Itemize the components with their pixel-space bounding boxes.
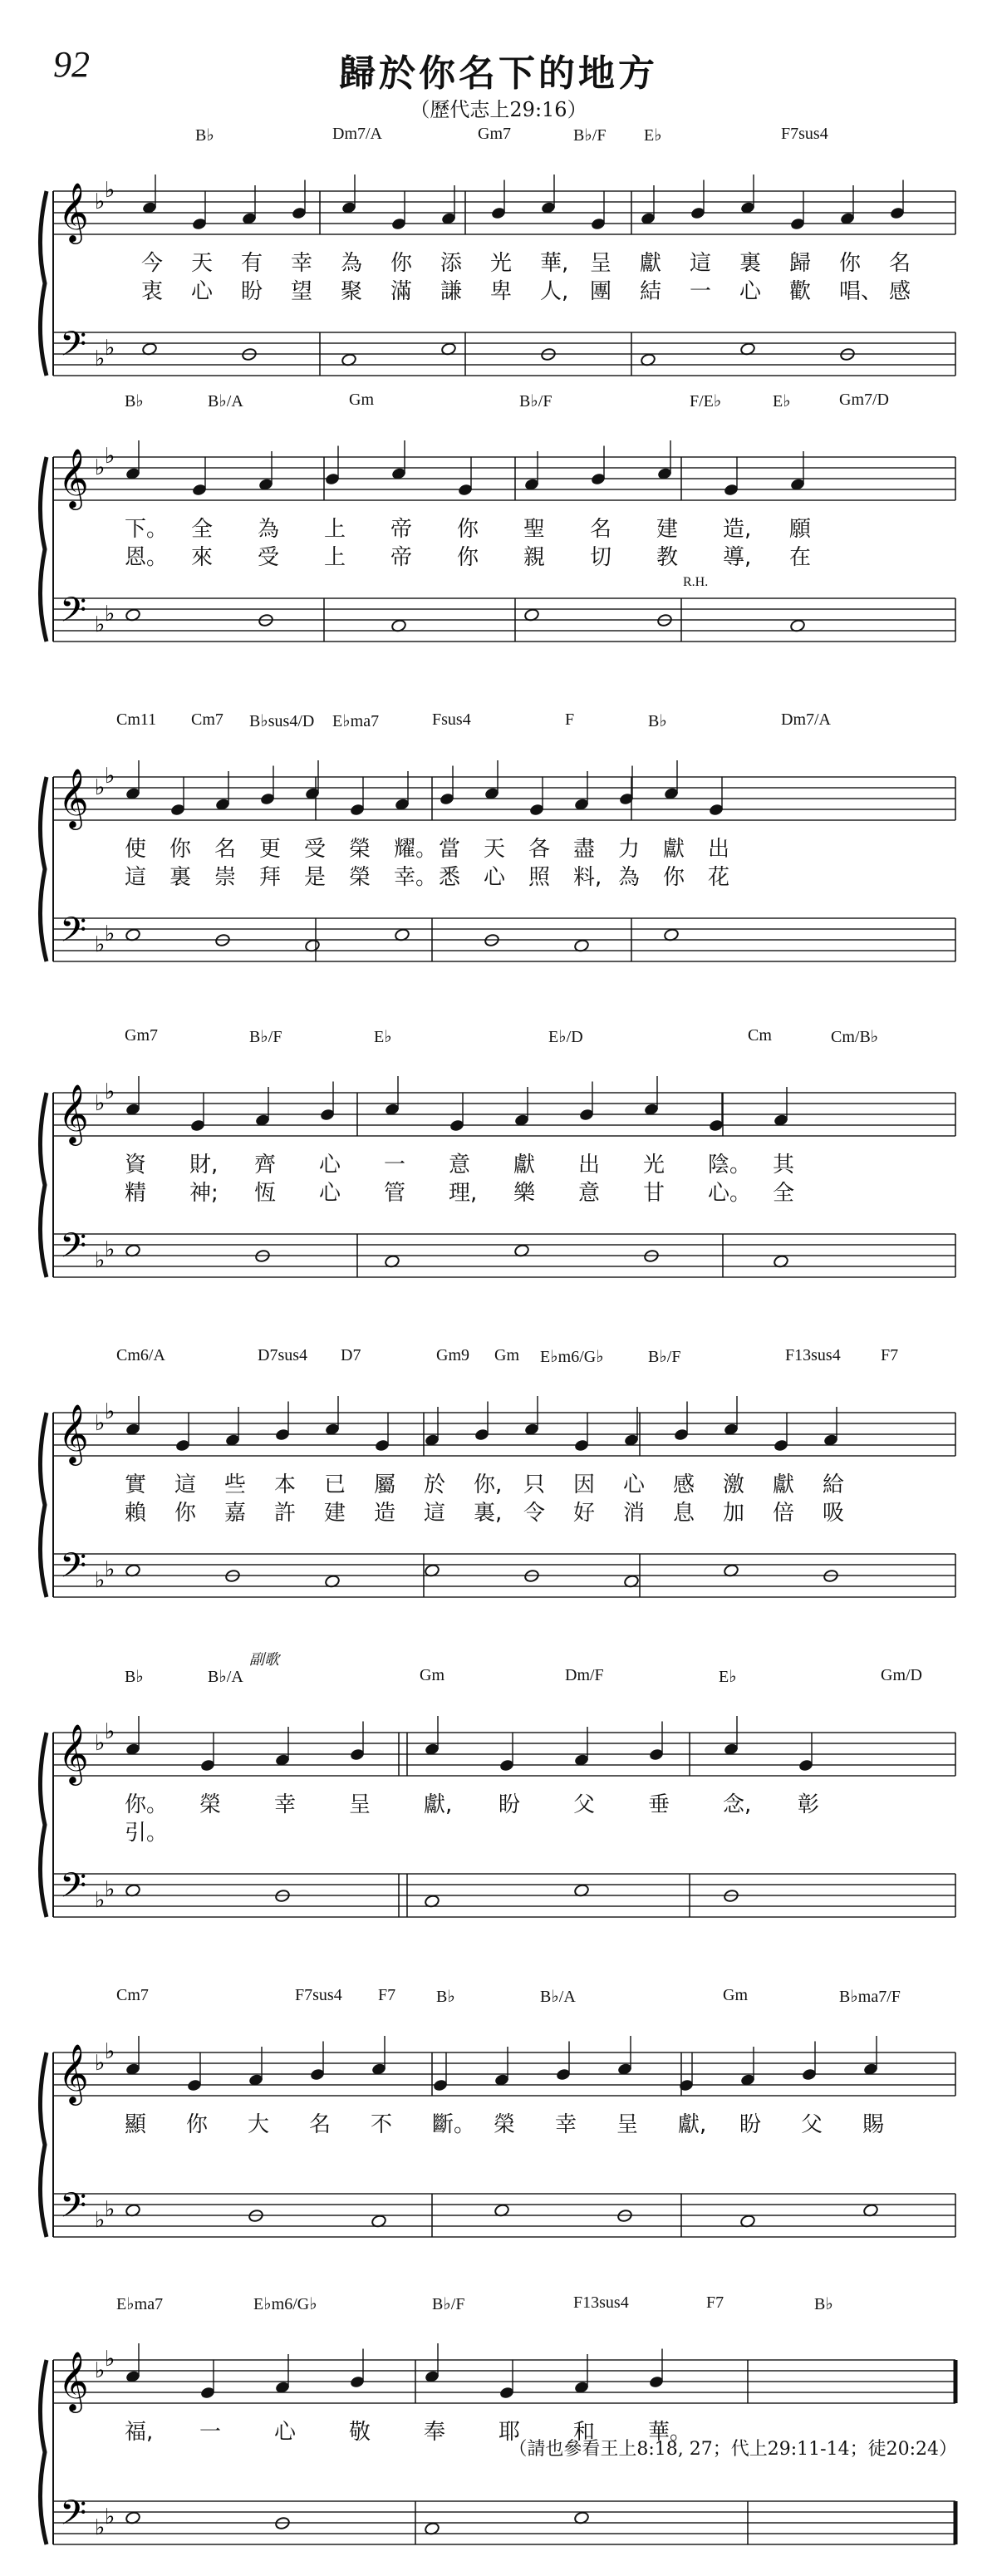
lyric-syllable-verse-1: 聖 <box>523 517 546 542</box>
lyric-syllable-verse-1: 其 <box>773 1153 795 1177</box>
lyric-syllable-verse-2: 榮 <box>349 865 371 890</box>
lyric-syllable-verse-1: 全 <box>191 517 214 542</box>
lyric-syllable-verse-1: 獻 <box>640 251 662 276</box>
chord-symbol: Dm7/A <box>781 710 831 729</box>
lyric-syllable-verse-2: 消 <box>623 1501 646 1526</box>
lyric-syllable-verse-1: 幸 <box>274 1792 297 1817</box>
lyric-syllable-verse-1: 各 <box>528 837 551 862</box>
lyric-syllable-verse-2: 你 <box>174 1501 197 1526</box>
lyric-syllable-verse-2: 心 <box>191 279 214 304</box>
lyric-syllable-verse-1: 屬 <box>374 1472 396 1497</box>
lyric-syllable-verse-1: 添 <box>440 251 463 276</box>
lyric-syllable-verse-2: 幸。 <box>394 865 438 890</box>
brace <box>40 1093 47 1277</box>
lyric-syllable-verse-2: 許 <box>274 1501 297 1526</box>
lyric-syllable-verse-1: 歸 <box>789 251 812 276</box>
chord-symbol: B♭ <box>648 712 667 730</box>
lyric-syllable-verse-2: 照 <box>528 865 551 890</box>
lyric-syllable-verse-1: 陰。 <box>708 1153 752 1177</box>
chord-symbol: E♭ma7 <box>116 2295 164 2313</box>
chord-symbol: Cm <box>748 1026 772 1045</box>
lyric-syllable-verse-1: 當 <box>439 837 461 862</box>
chord-symbol: Gm <box>420 1666 444 1684</box>
lyric-syllable-verse-2: 你 <box>663 865 685 890</box>
chord-symbol: Dm/F <box>565 1666 604 1684</box>
lyric-syllable-verse-2: 息 <box>673 1501 695 1526</box>
lyric-syllable-verse-2: 精 <box>125 1181 147 1206</box>
chord-symbol: Cm6/A <box>116 1346 165 1364</box>
key-flat-icon: ♭ <box>95 932 106 957</box>
lyric-syllable-verse-2: 心 <box>484 865 506 890</box>
lyric-syllable-verse-1: 盼 <box>498 1792 521 1817</box>
lyric-syllable-verse-1: 彰 <box>798 1792 820 1817</box>
lyric-syllable-verse-2: 導, <box>723 545 752 570</box>
lyric-syllable-verse-2: 花 <box>708 865 730 890</box>
lyric-syllable-verse-1: 實 <box>125 1472 147 1497</box>
lyric-syllable-verse-2: 感 <box>889 279 911 304</box>
system-7 <box>0 1986 997 2269</box>
lyric-syllable-verse-1: 本 <box>274 1472 297 1497</box>
key-flat-icon: ♭ <box>95 1888 106 1913</box>
lyric-syllable-verse-1: 一 <box>384 1153 406 1177</box>
lyric-syllable-verse-2: 造 <box>374 1501 396 1526</box>
chord-symbol: F <box>565 710 575 729</box>
key-flat-icon: ♭ <box>95 1411 106 1436</box>
lyric-syllable-verse-2: 吸 <box>823 1501 845 1526</box>
lyric-syllable-verse-1: 你 <box>839 251 862 276</box>
lyric-syllable-verse-1: 榮 <box>494 2112 516 2137</box>
lyric-syllable-verse-1: 願 <box>789 517 812 542</box>
lyric-syllable-verse-2: 賴 <box>125 1501 147 1526</box>
lyric-syllable-verse-2: 你 <box>457 545 479 570</box>
lyric-syllable-verse-1: 天 <box>191 251 214 276</box>
lyric-syllable-verse-2: 崇 <box>214 865 237 890</box>
lyric-syllable-verse-2: 全 <box>773 1181 795 1206</box>
lyric-syllable-verse-1: 榮 <box>199 1792 222 1817</box>
lyric-syllable-verse-2: 唱、 <box>839 279 883 304</box>
lyric-syllable-verse-1: 呈 <box>349 1792 371 1817</box>
lyric-syllable-verse-1: 為 <box>258 517 280 542</box>
key-flat-icon: ♭ <box>95 1091 106 1116</box>
lyric-syllable-verse-2: 望 <box>291 279 313 304</box>
chord-symbol: F7 <box>378 1986 396 2004</box>
chord-symbol: E♭m6/G♭ <box>540 1348 604 1366</box>
key-flat-icon: ♭ <box>105 602 115 627</box>
lyric-syllable-verse-1: 心 <box>623 1472 646 1497</box>
lyric-syllable-verse-1: 財, <box>189 1153 219 1177</box>
footer-reference: （請也參看王上8:18, 27；代上29:11-14；徒20:24） <box>508 2439 957 2460</box>
key-flat-icon: ♭ <box>95 775 106 800</box>
system-6 <box>0 1651 997 1949</box>
key-flat-icon: ♭ <box>95 612 106 637</box>
chord-symbol: F7 <box>881 1346 899 1364</box>
bass-clef-icon: 𝄢 <box>60 910 87 958</box>
lyric-syllable-verse-2: 建 <box>324 1501 346 1526</box>
lyric-syllable-verse-1: 呈 <box>616 2112 639 2137</box>
bass-clef-icon: 𝄢 <box>60 324 87 372</box>
lyric-syllable-verse-1: 一 <box>199 2420 222 2445</box>
lyric-syllable-verse-1: 你 <box>169 837 192 862</box>
bass-clef-icon: 𝄢 <box>60 1866 87 1914</box>
system-4 <box>0 1026 997 1309</box>
lyric-syllable-verse-1: 光 <box>643 1153 665 1177</box>
lyric-syllable-verse-2: 倍 <box>773 1501 795 1526</box>
lyric-syllable-verse-2: 心 <box>739 279 762 304</box>
lyric-syllable-verse-2: 親 <box>523 545 546 570</box>
chord-symbol: F7 <box>706 2293 724 2312</box>
treble-clef-icon: 𝄞 <box>58 447 89 508</box>
lyric-syllable-verse-2: 衷 <box>141 279 164 304</box>
lyric-syllable-verse-1: 你。 <box>125 1792 169 1817</box>
chord-symbol: B♭/F <box>573 126 607 145</box>
chord-symbol: B♭/F <box>519 392 553 410</box>
system-staff-svg <box>0 1026 997 1309</box>
lyric-syllable-verse-2: 受 <box>258 545 280 570</box>
lyric-syllable-verse-2: 帝 <box>390 545 413 570</box>
hymn-number: 92 <box>53 44 90 85</box>
key-flat-icon: ♭ <box>105 336 115 361</box>
lyric-syllable-verse-1: 呈 <box>590 251 612 276</box>
chord-symbol: Gm7/D <box>839 391 889 409</box>
lyric-syllable-verse-2: 令 <box>523 1501 546 1526</box>
hymn-title: 歸於你名下的地方 <box>339 52 658 95</box>
bass-clef-icon: 𝄢 <box>60 2493 87 2541</box>
lyric-syllable-verse-1: 念, <box>723 1792 752 1817</box>
lyric-syllable-verse-1: 顯 <box>125 2112 147 2137</box>
lyric-syllable-verse-1: 斷。 <box>432 2112 476 2137</box>
lyric-syllable-verse-1: 有 <box>241 251 263 276</box>
chord-symbol: Cm11 <box>116 710 157 729</box>
system-3 <box>0 710 997 993</box>
brace <box>40 1733 47 1917</box>
key-flat-icon: ♭ <box>95 455 106 480</box>
lyric-syllable-verse-1: 於 <box>424 1472 446 1497</box>
system-5 <box>0 1346 997 1629</box>
lyric-syllable-verse-1: 名 <box>590 517 612 542</box>
chord-symbol: Cm/B♭ <box>831 1028 879 1046</box>
chord-symbol: D7 <box>341 1346 361 1364</box>
lyric-syllable-verse-1: 下。 <box>125 517 169 542</box>
lyric-syllable-verse-2: 悉 <box>439 865 461 890</box>
key-flat-icon: ♭ <box>95 347 106 371</box>
refrain-label: 副歌 <box>249 1651 279 1668</box>
lyric-syllable-verse-1: 齊 <box>254 1153 277 1177</box>
lyric-syllable-verse-1: 出 <box>578 1153 601 1177</box>
bass-clef-icon: 𝄢 <box>60 590 87 638</box>
lyric-syllable-verse-2: 這 <box>125 865 147 890</box>
lyric-syllable-verse-2: 加 <box>723 1501 745 1526</box>
chord-symbol: E♭ma7 <box>332 712 380 730</box>
lyric-syllable-verse-1: 意 <box>449 1153 471 1177</box>
key-flat-icon: ♭ <box>105 444 115 469</box>
lyric-syllable-verse-2: 盼 <box>241 279 263 304</box>
lyric-syllable-verse-2: 上 <box>324 545 346 570</box>
key-flat-icon: ♭ <box>105 1399 115 1424</box>
system-1 <box>0 125 997 407</box>
chord-symbol: B♭ma7/F <box>839 1988 901 2006</box>
treble-clef-icon: 𝄞 <box>58 2043 89 2103</box>
brace <box>40 191 47 376</box>
treble-clef-icon: 𝄞 <box>58 2350 89 2411</box>
lyric-syllable-verse-2: 甘 <box>643 1181 665 1206</box>
treble-clef-icon: 𝄞 <box>58 767 89 828</box>
lyric-syllable-verse-1: 帝 <box>390 517 413 542</box>
chord-symbol: B♭sus4/D <box>249 712 315 730</box>
brace <box>40 2360 47 2544</box>
lyric-syllable-verse-1: 因 <box>573 1472 596 1497</box>
key-flat-icon: ♭ <box>95 2051 106 2076</box>
chord-symbol: Dm7/A <box>332 125 382 143</box>
key-flat-icon: ♭ <box>95 2208 106 2233</box>
lyric-syllable-verse-1: 激 <box>723 1472 745 1497</box>
chord-symbol: B♭ <box>436 1988 455 2006</box>
lyric-syllable-verse-2: 好 <box>573 1501 596 1526</box>
lyric-syllable-verse-1: 更 <box>259 837 282 862</box>
lyric-syllable-verse-1: 華。 <box>648 2420 692 2445</box>
lyric-syllable-verse-2: 裏, <box>474 1501 503 1526</box>
chord-symbol: B♭ <box>125 1668 144 1686</box>
lyric-syllable-verse-1: 你, <box>474 1472 503 1497</box>
lyric-syllable-verse-2: 理, <box>449 1181 478 1206</box>
lyric-syllable-verse-1: 些 <box>224 1472 247 1497</box>
chord-symbol: Cm7 <box>116 1986 149 2004</box>
chord-symbol: E♭m6/G♭ <box>253 2295 317 2313</box>
brace <box>40 457 47 642</box>
lyric-syllable-verse-2: 心 <box>319 1181 341 1206</box>
lyric-syllable-verse-1: 已 <box>324 1472 346 1497</box>
lyric-syllable-verse-1: 你 <box>390 251 413 276</box>
system-2 <box>0 391 997 673</box>
lyric-syllable-verse-1: 盼 <box>739 2112 762 2137</box>
right-hand-label: R.H. <box>683 575 709 589</box>
lyric-syllable-verse-1: 獻, <box>424 1792 453 1817</box>
chord-symbol: F/E♭ <box>690 392 722 410</box>
key-flat-icon: ♭ <box>95 1568 106 1593</box>
lyric-syllable-verse-1: 幸 <box>555 2112 577 2137</box>
chord-symbol: B♭/A <box>540 1988 576 2006</box>
chord-symbol: Gm/D <box>881 1666 922 1684</box>
chord-symbol: B♭ <box>814 2295 833 2313</box>
chord-symbol: Gm <box>349 391 374 409</box>
lyric-syllable-verse-2: 嘉 <box>224 1501 247 1526</box>
lyric-syllable-verse-2: 來 <box>191 545 214 570</box>
lyric-syllable-verse-2: 管 <box>384 1181 406 1206</box>
lyric-syllable-verse-1: 奉 <box>424 2420 446 2445</box>
lyric-syllable-verse-2: 裏 <box>169 865 192 890</box>
chord-symbol: F13sus4 <box>785 1346 841 1364</box>
lyric-syllable-verse-2: 切 <box>590 545 612 570</box>
lyric-syllable-verse-1: 心 <box>319 1153 341 1177</box>
key-flat-icon: ♭ <box>105 1079 115 1104</box>
chord-symbol: Gm7 <box>125 1026 158 1045</box>
chord-symbol: Cm7 <box>191 710 223 729</box>
lyric-syllable-verse-1: 為 <box>341 251 363 276</box>
key-flat-icon: ♭ <box>105 178 115 203</box>
chord-symbol: Gm7 <box>478 125 511 143</box>
lyric-syllable-verse-2: 教 <box>656 545 679 570</box>
chord-symbol: Gm9 <box>436 1346 469 1364</box>
lyric-syllable-verse-2: 樂 <box>513 1181 536 1206</box>
lyric-syllable-verse-1: 獻 <box>513 1153 536 1177</box>
key-flat-icon: ♭ <box>105 1877 115 1902</box>
lyric-syllable-verse-1: 垂 <box>648 1792 670 1817</box>
lyric-syllable-verse-1: 力 <box>618 837 641 862</box>
chord-symbol: Fsus4 <box>432 710 471 729</box>
chord-symbol: E♭ <box>644 126 662 145</box>
lyric-syllable-verse-2: 人, <box>540 279 569 304</box>
lyric-syllable-verse-1: 這 <box>690 251 712 276</box>
lyric-syllable-verse-2: 卑 <box>490 279 513 304</box>
chord-symbol: B♭/F <box>249 1028 282 1046</box>
chord-symbol: B♭ <box>195 126 214 145</box>
key-flat-icon: ♭ <box>105 764 115 789</box>
lyric-syllable-verse-1: 賜 <box>862 2112 885 2137</box>
key-flat-icon: ♭ <box>105 2197 115 2222</box>
lyric-syllable-verse-2: 拜 <box>259 865 282 890</box>
lyric-syllable-verse-1: 這 <box>174 1472 197 1497</box>
chord-symbol: Gm <box>723 1986 748 2004</box>
key-flat-icon: ♭ <box>105 1237 115 1262</box>
bass-clef-icon: 𝄢 <box>60 2185 87 2234</box>
lyric-syllable-verse-2: 這 <box>424 1501 446 1526</box>
lyric-syllable-verse-2: 神; <box>189 1181 219 1206</box>
lyric-syllable-verse-2: 料, <box>573 865 602 890</box>
lyric-syllable-verse-1: 只 <box>523 1472 546 1497</box>
lyric-syllable-verse-2: 引。 <box>125 1821 169 1846</box>
chord-symbol: E♭/D <box>548 1028 583 1046</box>
key-flat-icon: ♭ <box>105 1557 115 1582</box>
lyric-syllable-verse-2: 在 <box>789 545 812 570</box>
bass-clef-icon: 𝄢 <box>60 1226 87 1274</box>
key-flat-icon: ♭ <box>105 2505 115 2529</box>
lyric-syllable-verse-1: 敬 <box>349 2420 371 2445</box>
chord-symbol: F7sus4 <box>295 1986 342 2004</box>
key-flat-icon: ♭ <box>105 2039 115 2064</box>
lyric-syllable-verse-1: 今 <box>141 251 164 276</box>
lyric-syllable-verse-1: 獻 <box>773 1472 795 1497</box>
lyric-syllable-verse-2: 聚 <box>341 279 363 304</box>
key-flat-icon: ♭ <box>95 2515 106 2540</box>
lyric-syllable-verse-1: 你 <box>186 2112 209 2137</box>
lyric-syllable-verse-1: 福, <box>125 2420 154 2445</box>
lyric-syllable-verse-2: 恩。 <box>125 545 169 570</box>
lyric-syllable-verse-1: 名 <box>309 2112 332 2137</box>
chord-symbol: E♭ <box>773 392 791 410</box>
lyric-syllable-verse-2: 心。 <box>708 1181 752 1206</box>
lyric-syllable-verse-1: 名 <box>889 251 911 276</box>
chord-symbol: F7sus4 <box>781 125 828 143</box>
lyric-syllable-verse-1: 給 <box>823 1472 845 1497</box>
lyric-syllable-verse-1: 獻 <box>663 837 685 862</box>
lyric-syllable-verse-2: 恆 <box>254 1181 277 1206</box>
lyric-syllable-verse-1: 盡 <box>573 837 596 862</box>
chord-symbol: B♭/F <box>648 1348 681 1366</box>
lyric-syllable-verse-1: 光 <box>490 251 513 276</box>
lyric-syllable-verse-1: 造, <box>723 517 752 542</box>
key-flat-icon: ♭ <box>95 1731 106 1756</box>
lyric-syllable-verse-1: 耀。 <box>394 837 438 862</box>
lyric-syllable-verse-1: 上 <box>324 517 346 542</box>
key-flat-icon: ♭ <box>105 2347 115 2372</box>
lyric-syllable-verse-1: 裏 <box>739 251 762 276</box>
bass-clef-icon: 𝄢 <box>60 1546 87 1594</box>
treble-clef-icon: 𝄞 <box>58 1723 89 1783</box>
lyric-syllable-verse-2: 滿 <box>390 279 413 304</box>
lyric-syllable-verse-2: 結 <box>640 279 662 304</box>
brace <box>40 2052 47 2237</box>
lyric-syllable-verse-2: 團 <box>590 279 612 304</box>
lyric-syllable-verse-1: 感 <box>673 1472 695 1497</box>
key-flat-icon: ♭ <box>105 922 115 946</box>
lyric-syllable-verse-1: 獻, <box>678 2112 707 2137</box>
lyric-syllable-verse-1: 和 <box>573 2420 596 2445</box>
lyric-syllable-verse-1: 名 <box>214 837 237 862</box>
chord-symbol: E♭ <box>374 1028 392 1046</box>
lyric-syllable-verse-1: 華, <box>540 251 569 276</box>
lyric-syllable-verse-2: 是 <box>304 865 327 890</box>
chord-symbol: B♭/A <box>208 392 243 410</box>
lyric-syllable-verse-2: 意 <box>578 1181 601 1206</box>
lyric-syllable-verse-2: 一 <box>690 279 712 304</box>
chord-symbol: F13sus4 <box>573 2293 629 2312</box>
lyric-syllable-verse-1: 出 <box>708 837 730 862</box>
lyric-syllable-verse-1: 幸 <box>291 251 313 276</box>
lyric-syllable-verse-1: 建 <box>656 517 679 542</box>
chord-symbol: B♭ <box>125 392 144 410</box>
chord-symbol: D7sus4 <box>258 1346 308 1364</box>
chord-symbol: E♭ <box>719 1668 737 1686</box>
key-flat-icon: ♭ <box>105 1719 115 1744</box>
treble-clef-icon: 𝄞 <box>58 181 89 242</box>
lyric-syllable-verse-2: 謙 <box>440 279 463 304</box>
lyric-syllable-verse-1: 父 <box>573 1792 596 1817</box>
chord-symbol: B♭/A <box>208 1668 243 1686</box>
lyric-syllable-verse-1: 使 <box>125 837 147 862</box>
lyric-syllable-verse-1: 父 <box>801 2112 823 2137</box>
lyric-syllable-verse-1: 不 <box>371 2112 393 2137</box>
treble-clef-icon: 𝄞 <box>58 1403 89 1463</box>
key-flat-icon: ♭ <box>95 2358 106 2383</box>
chord-symbol: B♭/F <box>432 2295 465 2313</box>
treble-clef-icon: 𝄞 <box>58 1083 89 1143</box>
lyric-syllable-verse-1: 榮 <box>349 837 371 862</box>
scripture-reference: （歷代志上29:16） <box>410 98 587 121</box>
lyric-syllable-verse-1: 心 <box>274 2420 297 2445</box>
lyric-syllable-verse-1: 天 <box>484 837 506 862</box>
lyric-syllable-verse-1: 你 <box>457 517 479 542</box>
brace <box>40 777 47 961</box>
chord-symbol: Gm <box>494 1346 519 1364</box>
brace <box>40 1413 47 1597</box>
lyric-syllable-verse-1: 資 <box>125 1153 147 1177</box>
lyric-syllable-verse-2: 歡 <box>789 279 812 304</box>
lyric-syllable-verse-2: 為 <box>618 865 641 890</box>
key-flat-icon: ♭ <box>95 189 106 214</box>
lyric-syllable-verse-1: 大 <box>248 2112 270 2137</box>
lyric-syllable-verse-1: 耶 <box>498 2420 521 2445</box>
key-flat-icon: ♭ <box>95 1248 106 1273</box>
lyric-syllable-verse-1: 受 <box>304 837 327 862</box>
